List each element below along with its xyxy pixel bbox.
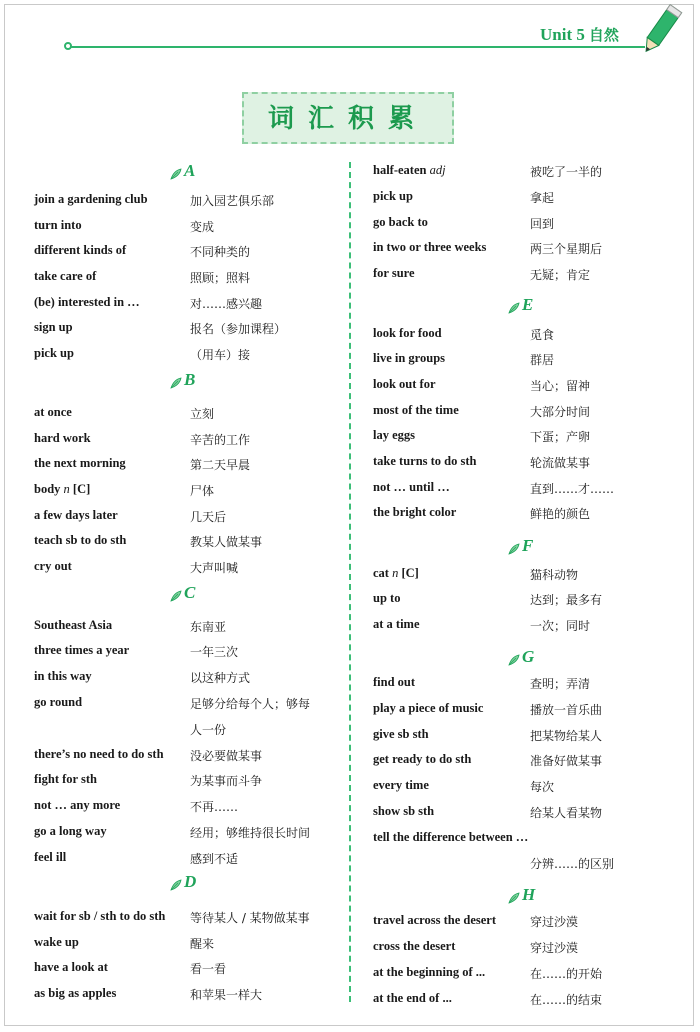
term-english-text: join a gardening club [34,192,148,206]
term-chinese: 不再…… [190,800,239,814]
term-chinese: 报名（参加课程） [190,322,287,336]
part-of-speech: n [392,566,399,580]
term-chinese: 给某人看某物 [530,806,603,820]
term-english [373,215,428,230]
term-chinese: 和苹果一样大 [190,988,263,1002]
term-english [34,269,96,284]
leaf-icon [170,589,182,601]
term-chinese: 辛苦的工作 [190,433,251,447]
term-chinese: 立刻 [190,407,215,421]
term-chinese: 等待某人 / 某物做某事 [190,911,310,925]
term-chinese: 把某物给某人 [530,729,603,743]
term-chinese: 在……的开始 [530,967,603,981]
term-english [373,377,436,392]
term-english-text: at the end of ... [373,991,452,1005]
term-english [373,804,434,819]
leaf-icon [508,653,520,665]
term-chinese: 觅食 [530,328,555,342]
term-chinese: 轮流做某事 [530,456,591,470]
term-chinese: 没必要做某事 [190,749,263,763]
term-english [373,351,445,366]
term-english [34,431,91,446]
term-english [373,727,429,742]
term-chinese: 当心；留神 [530,379,591,393]
term-english-text: up to [373,591,401,605]
pencil-icon [636,2,686,58]
term-english [373,266,415,281]
term-english [373,454,477,469]
term-chinese: 感到不适 [190,852,239,866]
term-english [34,405,72,420]
section-letter: C [184,583,196,602]
term-chinese: 准备好做某事 [530,754,603,768]
term-english-text: three times a year [34,643,130,657]
term-english [34,935,79,950]
term-chinese: 群居 [530,353,555,367]
term-chinese: 回到 [530,217,555,231]
term-chinese: 无疑；肯定 [530,268,591,282]
term-english [34,960,108,975]
term-english-text: cross the desert [373,939,456,953]
term-english [34,772,97,787]
unit-topic: 自然 [588,26,619,44]
term-english [373,991,452,1006]
term-english [373,428,415,443]
term-english [34,798,120,813]
term-english [34,909,165,924]
term-english-text: not … until … [373,480,450,494]
term-english-text: at once [34,405,72,419]
term-english [34,243,126,258]
term-english [34,669,92,684]
term-chinese: 猫科动物 [530,568,579,582]
term-chinese: 几天后 [190,510,227,524]
section-title: 词汇积累 [267,104,428,134]
term-chinese: 在……的结束 [530,993,603,1007]
leaf-icon [508,301,520,313]
term-english [373,326,442,341]
section-letter: H [522,885,536,904]
term-english [373,675,415,690]
term-english [373,701,483,716]
term-english [34,986,116,1001]
term-chinese: 照顾；照料 [190,271,251,285]
term-english [34,508,118,523]
unit-label: Unit 5 [540,25,585,44]
countability-tag: [C] [72,482,91,496]
term-chinese: 查明；弄清 [530,677,591,691]
term-english-text: the bright color [373,505,457,519]
term-english [34,747,164,762]
term-english-text: look out for [373,377,436,391]
term-english-text: a few days later [34,508,118,522]
term-english [34,192,148,207]
term-english-text: as big as apples [34,986,117,1000]
term-chinese: 下蛋；产卵 [530,430,591,444]
term-chinese: 对……感兴趣 [190,297,263,311]
term-chinese: 经用；够维持很长时间 [190,826,311,840]
term-english-text: at a time [373,617,420,631]
term-chinese: 分辨……的区别 [530,857,615,871]
term-english-text: teach sb to do sth [34,533,127,547]
section-letter: A [184,161,196,180]
term-english [373,965,485,980]
term-english-text: the next morning [34,456,126,470]
term-english [373,480,450,495]
term-chinese: 足够分给每个人；够每 [190,697,311,711]
term-chinese: 鲜艳的颜色 [530,507,591,521]
term-english-text: play a piece of music [373,701,484,715]
term-english-text: take turns to do sth [373,454,477,468]
term-english [34,643,129,658]
leaf-icon [170,376,182,388]
term-english-text: at the beginning of ... [373,965,486,979]
term-chinese: 每次 [530,780,555,794]
term-english [34,618,112,633]
term-english-text: go back to [373,215,428,229]
term-english-text: look for food [373,326,442,340]
section-title-banner [242,92,454,144]
term-chinese: 直到……才…… [530,482,615,496]
term-chinese: 大声叫喊 [190,561,239,575]
term-chinese: 变成 [190,220,215,234]
term-english-text: body [34,482,61,496]
term-english [373,778,429,793]
term-english [34,346,74,361]
term-chinese: 加入园艺俱乐部 [190,194,275,208]
term-english-text: pick up [34,346,74,360]
term-english-text: sign up [34,320,73,334]
term-chinese: 第二天早晨 [190,458,251,472]
term-english-text: pick up [373,189,413,203]
term-chinese: 播放一首乐曲 [530,703,603,717]
term-chinese: （用车）接 [190,348,251,362]
section-letter: F [522,536,534,555]
leaf-icon [508,891,520,903]
term-english [373,617,420,632]
term-english [34,695,82,710]
term-english [373,566,419,581]
leaf-icon [170,878,182,890]
term-english [34,850,66,865]
term-chinese: 看一看 [190,962,227,976]
term-english-text: turn into [34,218,82,232]
term-english [34,824,107,839]
term-english-text: lay eggs [373,428,416,442]
term-english [373,913,496,928]
term-chinese: 教某人做某事 [190,535,263,549]
term-english [373,403,459,418]
term-english-text: there’s no need to do sth [34,747,164,761]
term-chinese: 醒来 [190,937,215,951]
leaf-icon [170,167,182,179]
term-chinese: 被吃了一半的 [530,165,603,179]
leaf-icon [508,542,520,554]
term-english [34,456,126,471]
countability-tag: [C] [401,566,419,580]
unit-heading [540,24,619,45]
term-english [34,218,82,233]
term-english-text: fight for sth [34,772,97,786]
term-english [34,295,140,310]
term-english-text: hard work [34,431,91,445]
term-chinese: 穿过沙漠 [530,915,579,929]
term-english-text: find out [373,675,416,689]
term-english [373,752,471,767]
term-chinese: 大部分时间 [530,405,591,419]
column-divider [349,162,351,1002]
term-english-text: get ready to do sth [373,752,472,766]
term-chinese: 达到；最多有 [530,593,603,607]
term-english [34,533,126,548]
term-english-text: go round [34,695,83,709]
term-english [373,240,486,255]
term-english [34,559,72,574]
term-english-text: (be) interested in … [34,295,140,309]
term-english [373,591,400,606]
term-english-text: go a long way [34,824,107,838]
term-chinese: 穿过沙漠 [530,941,579,955]
term-english-text: cry out [34,559,72,573]
term-english-text: half-eaten [373,163,427,177]
term-chinese: 以这种方式 [190,671,251,685]
term-english-text: live in groups [373,351,446,365]
header-rule [70,46,645,48]
header-rule-dot [64,42,72,50]
term-chinese: 拿起 [530,191,555,205]
section-letter: G [522,647,535,666]
term-english-text: cat [373,566,389,580]
term-english-text: feel ill [34,850,67,864]
term-english-text: every time [373,778,429,792]
term-english [373,939,455,954]
term-english-text: not … any more [34,798,121,812]
term-english-text: give sb sth [373,727,429,741]
term-chinese: 不同种类的 [190,245,251,259]
section-letter: D [184,872,197,891]
term-chinese: 一年三次 [190,645,239,659]
term-english [373,163,446,178]
term-english-text: have a look at [34,960,108,974]
term-english [34,320,73,335]
term-english-text: wake up [34,935,79,949]
term-english-text: different kinds of [34,243,127,257]
term-english-text: show sb sth [373,804,435,818]
term-chinese: 一次；同时 [530,619,591,633]
term-chinese: 尸体 [190,484,215,498]
part-of-speech: adj [429,163,446,177]
part-of-speech: n [63,482,70,496]
term-english-text: wait for sb / sth to do sth [34,909,166,923]
term-english [373,189,413,204]
term-english-text: in two or three weeks [373,240,487,254]
term-chinese: 两三个星期后 [530,242,603,256]
term-english-text: most of the time [373,403,459,417]
term-english-text: take care of [34,269,97,283]
term-english-text: travel across the desert [373,913,496,927]
term-english-text: Southeast Asia [34,618,113,632]
term-english [34,482,90,497]
term-chinese: 为某事而斗争 [190,774,263,788]
section-letter: B [184,370,196,389]
term-chinese: 东南亚 [190,620,227,634]
term-english [373,505,456,520]
term-english-text: for sure [373,266,415,280]
term-chinese: 人一份 [190,723,227,737]
term-english-text: in this way [34,669,92,683]
term-english [373,830,528,845]
term-english-text: tell the difference between … [373,830,529,844]
section-letter: E [522,295,534,314]
